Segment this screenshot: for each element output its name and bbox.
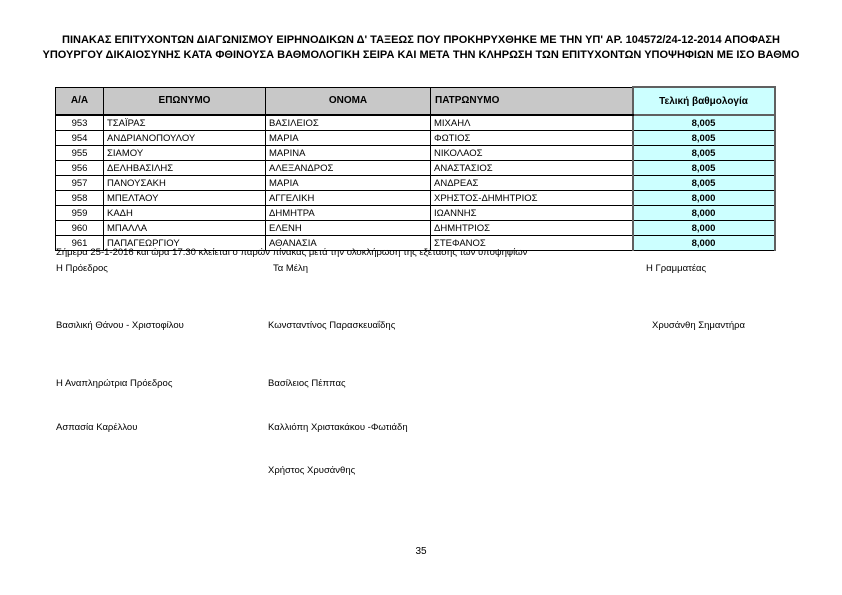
header-grade: Τελική βαθμολογία xyxy=(633,87,775,115)
title-line-1: ΠΙΝΑΚΑΣ ΕΠΙΤΥΧΟΝΤΩΝ ΔΙΑΓΩΝΙΣΜΟΥ ΕΙΡΗΝΟΔΙΚΩΝ Δ' ΤΑΞΕΩΣ ΠΟΥ ΠΡΟΚΗΡΥΧΘΗΚΕ ΜΕ ΤΗΝ ΥΠ' ΑΡ. 104572/24-12-2014 ΑΠΟΦΑΣΗ xyxy=(62,34,780,46)
cell-name: ΑΘΑΝΑΣΙΑ xyxy=(266,236,431,251)
member-name-2: Βασίλειος Πέππας xyxy=(268,378,346,389)
vice-president-name: Ασπασία Καρέλλου xyxy=(56,422,138,433)
cell-name: ΑΛΕΞΑΝΔΡΟΣ xyxy=(266,161,431,176)
cell-name: ΔΗΜΗΤΡΑ xyxy=(266,206,431,221)
table-row xyxy=(56,131,775,146)
header-surname: ΕΠΩΝΥΜΟ xyxy=(104,87,266,115)
cell-patronymic: ΑΝΑΣΤΑΣΙΟΣ xyxy=(431,161,633,176)
cell-surname: ΜΠΑΛΛΑ xyxy=(104,221,266,236)
cell-patronymic: ΧΡΗΣΤΟΣ-ΔΗΜΗΤΡΙΟΣ xyxy=(431,191,633,206)
cell-patronymic: ΔΗΜΗΤΡΙΟΣ xyxy=(431,221,633,236)
president-name: Βασιλική Θάνου - Χριστοφίλου xyxy=(56,320,184,331)
secretary-name: Χρυσάνθη Σημαντήρα xyxy=(652,320,746,331)
vice-president-label: Η Αναπληρώτρια Πρόεδρος xyxy=(56,378,173,389)
cell-surname: ΚΑΔΗ xyxy=(104,206,266,221)
cell-patronymic: ΜΙΧΑΗΛ xyxy=(431,115,633,131)
cell-patronymic: ΣΤΕΦΑΝΟΣ xyxy=(431,236,633,251)
table-row xyxy=(56,176,775,191)
cell-patronymic: ΑΝΔΡΕΑΣ xyxy=(431,176,633,191)
cell-patronymic: ΦΩΤΙΟΣ xyxy=(431,131,633,146)
cell-surname: ΜΠΕΛΤΑΟΥ xyxy=(104,191,266,206)
table-header-row xyxy=(56,87,775,115)
cell-aa: 957 xyxy=(56,176,104,191)
table-row xyxy=(56,115,775,131)
table-row xyxy=(56,206,775,221)
cell-grade: 8,000 xyxy=(633,221,775,236)
cell-name: ΕΛΕΝΗ xyxy=(266,221,431,236)
results-table xyxy=(55,86,776,251)
cell-name: ΜΑΡΙΑ xyxy=(266,176,431,191)
president-label: Η Πρόεδρος xyxy=(56,263,108,274)
header-aa: Α/Α xyxy=(56,87,104,115)
table-row xyxy=(56,161,775,176)
cell-patronymic: ΙΩΑΝΝΗΣ xyxy=(431,206,633,221)
cell-aa: 959 xyxy=(56,206,104,221)
cell-aa: 956 xyxy=(56,161,104,176)
members-label: Τα Μέλη xyxy=(273,263,309,274)
cell-surname: ΑΝΔΡΙΑΝΟΠΟΥΛΟΥ xyxy=(104,131,266,146)
cell-aa: 953 xyxy=(56,115,104,131)
table-row xyxy=(56,221,775,236)
table-row xyxy=(56,146,775,161)
member-name-3: Καλλιόπη Χριστακάκου -Φωτιάδη xyxy=(268,422,408,433)
cell-grade: 8,005 xyxy=(633,146,775,161)
closing-note: Σήμερα 25-1-2016 και ώρα 17.30 κλείεται ο παρών πίνακας μετά την ολοκλήρωση της εξέτασης των υποψηφίων xyxy=(56,247,528,258)
cell-name: ΒΑΣΙΛΕΙΟΣ xyxy=(266,115,431,131)
header-patronymic: ΠΑΤΡΩΝΥΜΟ xyxy=(431,87,633,115)
cell-surname: ΣΙΑΜΟΥ xyxy=(104,146,266,161)
document-title xyxy=(20,33,822,63)
cell-aa: 961 xyxy=(56,236,104,251)
cell-surname: ΠΑΝΟΥΣΑΚΗ xyxy=(104,176,266,191)
cell-name: ΜΑΡΙΝΑ xyxy=(266,146,431,161)
member-name-1: Κωνσταντίνος Παρασκευαΐδης xyxy=(268,320,396,331)
cell-grade: 8,005 xyxy=(633,161,775,176)
cell-aa: 958 xyxy=(56,191,104,206)
table-row xyxy=(56,191,775,206)
cell-grade: 8,000 xyxy=(633,206,775,221)
cell-name: ΑΓΓΕΛΙΚΗ xyxy=(266,191,431,206)
cell-name: ΜΑΡΙΑ xyxy=(266,131,431,146)
cell-grade: 8,000 xyxy=(633,236,775,251)
cell-aa: 960 xyxy=(56,221,104,236)
cell-grade: 8,005 xyxy=(633,131,775,146)
cell-grade: 8,005 xyxy=(633,115,775,131)
secretary-label: Η Γραμματέας xyxy=(646,263,707,274)
cell-patronymic: ΝΙΚΟΛΑΟΣ xyxy=(431,146,633,161)
cell-grade: 8,000 xyxy=(633,191,775,206)
member-name-4: Χρήστος Χρυσάνθης xyxy=(268,465,356,476)
cell-surname: ΔΕΛΗΒΑΣΙΛΗΣ xyxy=(104,161,266,176)
cell-surname: ΤΣΑΪΡΑΣ xyxy=(104,115,266,131)
cell-aa: 954 xyxy=(56,131,104,146)
cell-grade: 8,005 xyxy=(633,176,775,191)
cell-surname: ΠΑΠΑΓΕΩΡΓΙΟΥ xyxy=(104,236,266,251)
cell-aa: 955 xyxy=(56,146,104,161)
header-name: ΟΝΟΜΑ xyxy=(266,87,431,115)
title-line-2: ΥΠΟΥΡΓΟΥ ΔΙΚΑΙΟΣΥΝΗΣ ΚΑΤΑ ΦΘΙΝΟΥΣΑ ΒΑΘΜΟΛΟΓΙΚΗ ΣΕΙΡΑ ΚΑΙ ΜΕΤΑ ΤΗΝ ΚΛΗΡΩΣΗ ΤΩΝ ΕΠΙΤΥΧΟΝΤΩΝ ΥΠΟΨΗΦΙΩΝ ΜΕ ΙΣΟ ΒΑΘΜΟ xyxy=(42,49,800,61)
page-number: 35 xyxy=(415,546,427,557)
